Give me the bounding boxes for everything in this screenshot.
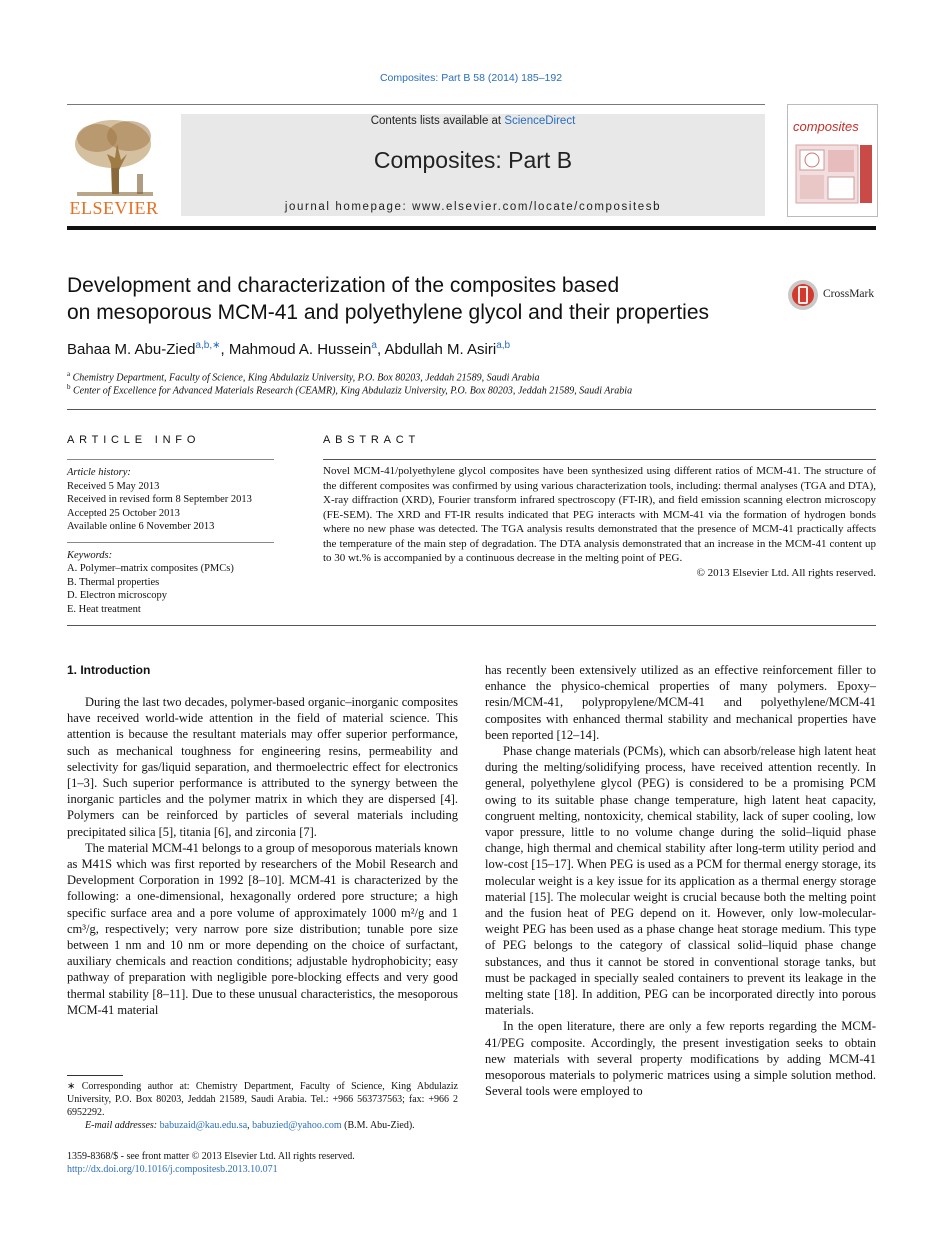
abstract-text: Novel MCM-41/polyethylene glycol composites have been synthesized using different ratios of MCM-41. The structure of the different composites was confirmed by using various characterization tools, including: thermal analyses (TGA and DTA), X-ray diffraction (XRD), Fourier transform infrared spectroscopy (FT-IR), and field emission scanning electron microscopy (FE-SEM). The XRD and FT-IR results indicated that PEG interacts with MCM-41 via the formation of hydrogen bonds where no new phase was detected. The TGA analysis results demonstrated that the presence of MCM-41 practically affects the temperature of the main step of degradation. The DTA analysis demonstrated that an increase in the MCM-41 content up to 30 wt.% is accompanied by a continuous decrease in the melting point of PEG.	[323, 465, 876, 564]
keyword-item: A. Polymer–matrix composites (PMCs)	[67, 563, 234, 574]
journal-cover-image[interactable]	[787, 104, 878, 217]
divider	[67, 459, 274, 460]
affiliation-text: Center of Excellence for Advanced Materials Research (CEAMR), King Abdulaziz University, P.O. Box 80203, Jeddah 21589, Saudi Arabia	[73, 385, 633, 397]
keyword-item: D. Electron microscopy	[67, 590, 168, 601]
cover-title: composites	[793, 119, 859, 134]
affiliation-mark: b	[67, 383, 71, 391]
author-list	[67, 340, 510, 358]
email-suffix: (B.M. Abu-Zied).	[341, 1120, 415, 1131]
email-line	[67, 1119, 458, 1132]
doi-link[interactable]: http://dx.doi.org/10.1016/j.compositesb.2013.10.071	[67, 1164, 278, 1175]
paragraph: In the open literature, there are only a few reports regarding the MCM-41/PEG composite. Accordingly, the present investigation seeks to obtain new materials with several property modifications by adding MCM-41 mesoporous materials to polymeric matrices using a simple solution method. Several tools were employed to	[485, 1019, 876, 1099]
affiliation-b	[67, 383, 632, 396]
contents-prefix: Contents lists available at	[370, 115, 505, 127]
crossmark-badge[interactable]	[787, 279, 877, 313]
author-sep: ,	[376, 341, 385, 358]
affiliation-mark: a	[67, 370, 71, 378]
email-separator: ,	[247, 1120, 253, 1131]
keyword-item: B. Thermal properties	[67, 576, 160, 588]
affiliation-text: Chemistry Department, Faculty of Science, King Abdulaziz University, P.O. Box 80203, Jeddah 21589, Saudi Arabia	[72, 372, 540, 384]
title-line-2: on mesoporous MCM-41 and polyethylene glycol and their properties	[67, 301, 710, 324]
author-2[interactable]: Mahmoud A. Hussein	[228, 341, 372, 358]
paragraph: The material MCM-41 belongs to a group of mesoporous materials known as M41S which was first reported by researchers of the Mobil Research and Development Corporation in 1992 [8–10]. MCM-41 is characterized by the following: a one-dimensional, hexagonally ordered pore structure; a high specific surface area and a pore volume of approximately 1000 m²/g and 1 cm³/g, respectively; very narrow pore size distribution; tunable pore size between 1 nm and 10 nm or more depending on the choice of surfactant, auxiliary chemicals and reaction conditions; adjustable hydrophobicity; easy pathway of preparation with negligible pore-blocking effects and very good thermal stability [8–11]. Due to these unusual characteristics, the mesoporous MCM-41 material	[67, 840, 458, 1017]
title-line-1: Development and characterization of the composites based	[67, 274, 620, 297]
abstract-body	[323, 464, 876, 580]
corresponding-author-note: ∗ Corresponding author at: Chemistry Department, Faculty of Science, King Abdulaziz University, P.O. Box 80203, Jeddah 21589, Saudi Arabia. Tel.: +966 563737563; fax: +966 2 6952292.	[67, 1081, 458, 1118]
email-label: E-mail addresses:	[85, 1120, 160, 1131]
body-left-column	[67, 694, 458, 1018]
article-info	[67, 452, 274, 616]
author-1-marks[interactable]: a,b,∗	[195, 340, 221, 351]
footnote-rule	[67, 1075, 123, 1076]
publication-meta	[67, 1150, 355, 1176]
author-sep: ,	[220, 341, 229, 358]
abstract-heading: ABSTRACT	[323, 434, 421, 446]
paragraph: has recently been extensively utilized as an effective reinforcement filler to enhance the physico-chemical properties of many polymers. Epoxy–resin/MCM-41, polypropylene/MCM-41 and polyethylene/MCM-41 composites with enhanced thermal stability and mechanical properties have been reported [12–14].	[485, 663, 876, 742]
keywords-label: Keywords:	[67, 549, 113, 561]
crossmark-icon	[787, 279, 819, 311]
elsevier-wordmark: ELSEVIER	[69, 198, 159, 218]
copyright-line: © 2013 Elsevier Ltd. All rights reserved.	[696, 566, 876, 579]
header-bottom-rule	[67, 226, 876, 230]
crossmark-label: CrossMark	[823, 288, 875, 300]
cover-illustration	[788, 105, 877, 216]
issn-line: 1359-8368/$ - see front matter © 2013 Elsevier Ltd. All rights reserved.	[67, 1151, 355, 1162]
section-title: 1. Introduction	[67, 663, 151, 677]
journal-header	[67, 104, 876, 216]
journal-title-box	[181, 114, 765, 216]
author-3-marks[interactable]: a,b	[496, 340, 511, 351]
article-title	[67, 272, 767, 326]
abstract-top-rule	[323, 459, 876, 460]
author-2-marks[interactable]: a	[371, 340, 377, 351]
author-3[interactable]: Abdullah M. Asiri	[384, 341, 497, 358]
sciencedirect-link[interactable]: ScienceDirect	[504, 115, 576, 127]
contents-line	[181, 115, 765, 127]
history-item: Available online 6 November 2013	[67, 521, 215, 532]
history-item: Received 5 May 2013	[67, 480, 160, 492]
paragraph: During the last two decades, polymer-based organic–inorganic composites have received world-wide attention in the field of material science. This attention is because the resultant materials may offer superior performance, such as mechanical toughness for engineering resins, permeability and selectivity for gas/liquid separation, and thermoelectric effect for electronics [1–3]. Such superior performance is attributed to the synergy between the inorganic particles and the polymer matrix in which they are dispersed [4]. Polymers can be reinforced by particles of several materials including precipitated silica [5], titania [6], and zirconia [7].	[67, 695, 458, 839]
article-info-heading: ARTICLE INFO	[67, 434, 201, 446]
affiliation-a	[67, 370, 540, 383]
paragraph: Phase change materials (PCMs), which can absorb/release high latent heat during the melting/solidifying process, have received attention recently. In general, polyethylene glycol (PEG) is considered to be a promising PCM owing to its suitable phase change temperature, high latent heat capacity, congruent melting, nontoxicity, chemical stability, lack of super cooling, low vapor pressure, little to no volume change during the solid–liquid phase change, high thermal and chemical stability after long-term utility period and low-cost [15–17]. When PEG is used as a PCM for thermal energy storage, its molecular weight is a key issue for its application as a thermal energy storage material [15]. The molecular weight is crucial because both the melting point and the fusion heat of PEG depend on it. However, only low-molecular-weight PEG has been used as a phase change heat storage medium. This type of PEG belongs to the category of classical solid–liquid phase change substances, and thus it cannot be stored in conventional storage tanks, but must be packaged in specially sealed containers to prevent its leakage in the melting state [18]. In addition, PEG can be incorporated directly into porous materials.	[485, 744, 876, 1018]
corresponding-footnote	[67, 1080, 458, 1132]
divider	[67, 409, 876, 410]
divider	[67, 542, 274, 543]
journal-homepage[interactable]: journal homepage: www.elsevier.com/locate/compositesb	[284, 201, 662, 213]
divider	[67, 625, 876, 626]
history-item: Accepted 25 October 2013	[67, 507, 180, 519]
history-item: Received in revised form 8 September 2013	[67, 494, 252, 505]
history-label: Article history:	[67, 467, 131, 478]
author-1[interactable]: Bahaa M. Abu-Zied	[67, 341, 196, 358]
journal-citation[interactable]: Composites: Part B 58 (2014) 185–192	[379, 72, 563, 84]
email-link[interactable]: babuzied@yahoo.com	[252, 1120, 342, 1131]
journal-name: Composites: Part B	[373, 147, 573, 173]
keyword-item: E. Heat treatment	[67, 603, 141, 615]
body-right-column	[485, 662, 876, 1099]
email-link[interactable]: babuzaid@kau.edu.sa	[159, 1120, 248, 1131]
